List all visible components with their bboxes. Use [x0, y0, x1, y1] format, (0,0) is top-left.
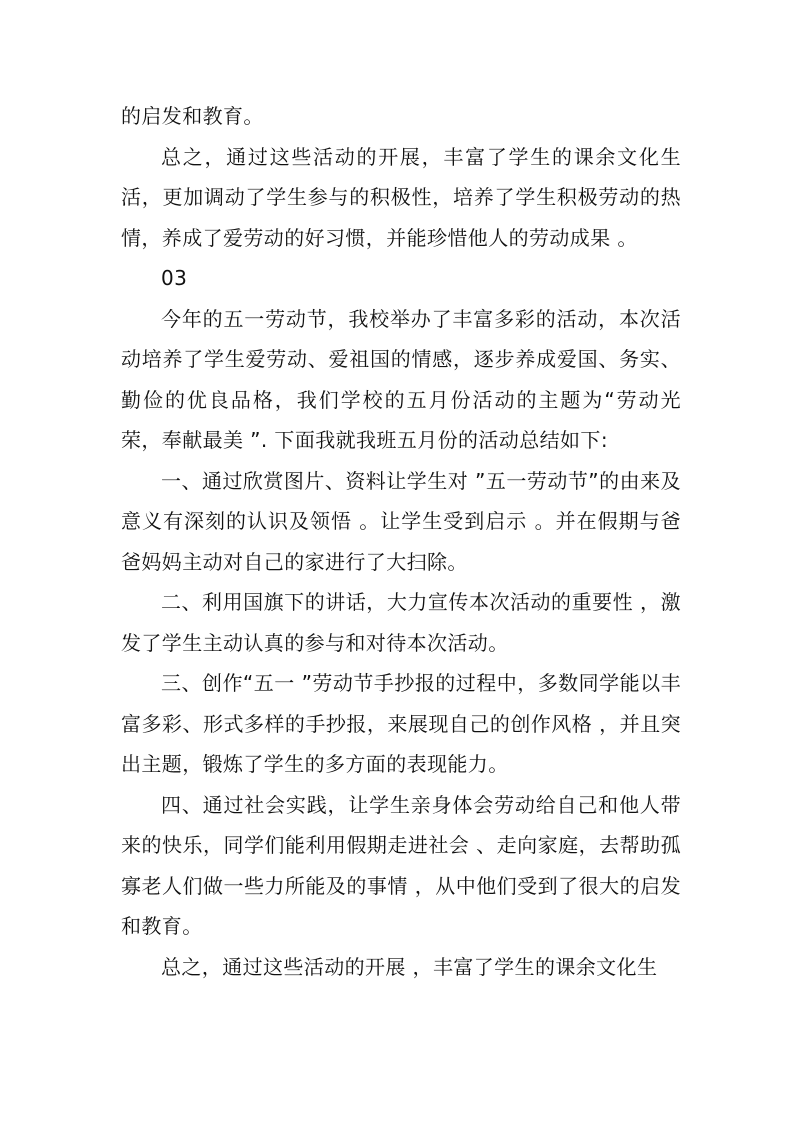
- paragraph-intro: 今年的五一劳动节，我校举办了丰富多彩的活动，本次活动培养了学生爱劳动、爱祖国的情感，逐步养成爱国、务实、勤俭的优良品格，我们学校的五月份活动的主题为“劳动光荣，奉献最美 ”. 下面我就我班五月份的活动总结如下:: [121, 306, 681, 452]
- document-body: [121, 96, 681, 987]
- paragraph-continuation: 的启发和教育。: [121, 104, 264, 128]
- paragraph-item-3: 三、创作“五一 ”劳动节手抄报的过程中，多数同学能以丰富多彩、形式多样的手抄报，来展现自己的创作风格 ，并且突出主题，锻炼了学生的多方面的表现能力。: [121, 671, 681, 776]
- paragraph-item-4: 四、通过社会实践，让学生亲身体会劳动给自己和他人带来的快乐，同学们能利用假期走进社会 、走向家庭，去帮助孤寡老人们做一些力所能及的事情 ，从中他们受到了很大的启发和教育。: [121, 792, 681, 938]
- section-number: 03: [161, 266, 188, 290]
- paragraph-summary-2: 总之，通过这些活动的开展 ，丰富了学生的课余文化生: [161, 954, 658, 979]
- paragraph-item-1: 一、通过欣赏图片、资料让学生对 ”五一劳动节”的由来及意义有深刻的认识及领悟 。让学生受到启示 。并在假期与爸爸妈妈主动对自己的家进行了大扫除。: [121, 468, 681, 574]
- paragraph-summary: 总之，通过这些活动的开展，丰富了学生的课余文化生活，更加调动了学生参与的积极性，培养了学生积极劳动的热情，养成了爱劳动的好习惯，并能珍惜他人的劳动成果 。: [121, 144, 681, 250]
- paragraph-item-2: 二、利用国旗下的讲话，大力宣传本次活动的重要性 ，激发了学生主动认真的参与和对待本次活动。: [121, 590, 681, 655]
